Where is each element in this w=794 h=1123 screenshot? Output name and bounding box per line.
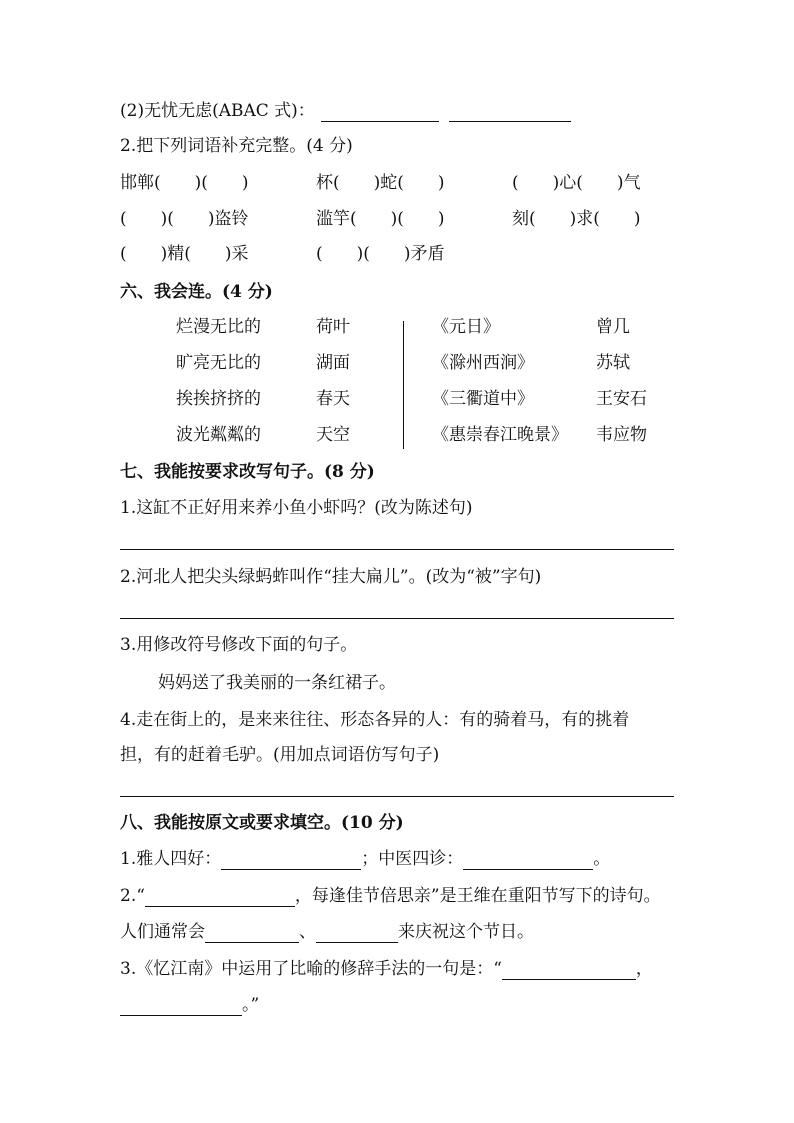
- idiom-item: 杯( )蛇( ): [316, 173, 445, 193]
- answer-blank[interactable]: [205, 926, 299, 943]
- rewrite-question-3: 3.用修改符号修改下面的句子。: [120, 635, 358, 655]
- match-left-word: 旷亮无比的: [176, 353, 261, 373]
- match-left-word: 挨挨挤挤的: [176, 389, 261, 409]
- answer-blank[interactable]: [321, 105, 439, 122]
- fill-text: ，每逢佳节倍思亲”是王维在重阳节写下的诗句。: [294, 886, 661, 906]
- fill-text: ，: [635, 959, 653, 979]
- rewrite-question-2: 2.河北人把尖头绿蚂蚱叫作“挂大扁儿”。(改为“被”字句): [120, 567, 542, 587]
- idiom-item: ( )( )矛盾: [316, 244, 445, 264]
- column-divider: [403, 321, 404, 449]
- question-fill-words: 2.把下列词语补充完整。(4 分): [120, 136, 353, 156]
- fill-question-2: [120, 885, 661, 907]
- question-abac-text: (2)无忧无虑(ABAC 式)：: [120, 101, 315, 121]
- fill-question-1: [120, 848, 610, 870]
- match-left-noun: 春天: [316, 389, 350, 409]
- match-poem-title: 《滁州西涧》: [432, 353, 534, 373]
- fill-text: 人们通常会: [120, 922, 205, 942]
- match-poem-title: 《元日》: [432, 317, 500, 337]
- question-abac: [120, 100, 571, 122]
- match-left-word: 波光粼粼的: [176, 425, 261, 445]
- rewrite-question-4-line-1: 4.走在街上的，是来来往往、形态各异的人：有的骑着马，有的挑着: [120, 710, 630, 730]
- fill-question-2-cont: [120, 921, 534, 943]
- sentence-to-edit: 妈妈送了我美丽的一条红裙子。: [158, 673, 396, 693]
- fill-text: 2.“: [120, 886, 145, 906]
- fill-text: ；中医四诊：: [361, 849, 464, 869]
- fill-text: 。”: [242, 995, 260, 1015]
- idiom-item: ( )精( )采: [120, 244, 249, 264]
- idiom-item: 邯郸( )( ): [120, 173, 249, 193]
- match-left-word: 烂漫无比的: [176, 317, 261, 337]
- idiom-item: 刻( )求( ): [512, 209, 641, 229]
- answer-line[interactable]: [120, 618, 674, 619]
- match-left-noun: 天空: [316, 425, 350, 445]
- answer-blank[interactable]: [463, 853, 593, 870]
- answer-blank[interactable]: [145, 890, 295, 907]
- answer-blank[interactable]: [221, 853, 361, 870]
- fill-text: 来庆祝这个节日。: [398, 922, 534, 942]
- match-poet: 王安石: [596, 389, 647, 409]
- fill-text: 3.《忆江南》中运用了比喻的修辞手法的一句是：“: [120, 959, 502, 979]
- answer-line[interactable]: [120, 549, 674, 550]
- fill-text: 、: [299, 922, 316, 942]
- idiom-item: ( )( )盗铃: [120, 209, 249, 229]
- section-8-title: 八、我能按原文或要求填空。(10 分): [120, 813, 404, 833]
- match-left-noun: 荷叶: [316, 317, 350, 337]
- answer-blank[interactable]: [502, 963, 636, 980]
- fill-question-3: [120, 958, 653, 980]
- rewrite-question-4-line-2: 担，有的赶着毛驴。(用加点词语仿写句子): [120, 745, 440, 765]
- match-left-noun: 湖面: [316, 353, 350, 373]
- answer-blank[interactable]: [449, 105, 571, 122]
- section-7-title: 七、我能按要求改写句子。(8 分): [120, 462, 375, 482]
- match-poet: 韦应物: [596, 425, 647, 445]
- answer-blank[interactable]: [316, 926, 398, 943]
- match-poet: 曾几: [596, 317, 630, 337]
- fill-text: 。: [593, 849, 611, 869]
- match-poem-title: 《三衢道中》: [432, 389, 534, 409]
- section-6-title: 六、我会连。(4 分): [120, 282, 273, 302]
- idiom-item: ( )心( )气: [512, 173, 641, 193]
- match-poet: 苏轼: [596, 353, 630, 373]
- fill-text: 1.雅人四好：: [120, 849, 222, 869]
- answer-line[interactable]: [120, 796, 674, 797]
- answer-blank[interactable]: [120, 999, 242, 1016]
- fill-question-3-cont: [120, 994, 259, 1016]
- idiom-item: 滥竽( )( ): [316, 209, 445, 229]
- match-poem-title: 《惠崇春江晚景》: [432, 425, 568, 445]
- rewrite-question-1: 1.这缸不正好用来养小鱼小虾吗？(改为陈述句): [120, 498, 473, 518]
